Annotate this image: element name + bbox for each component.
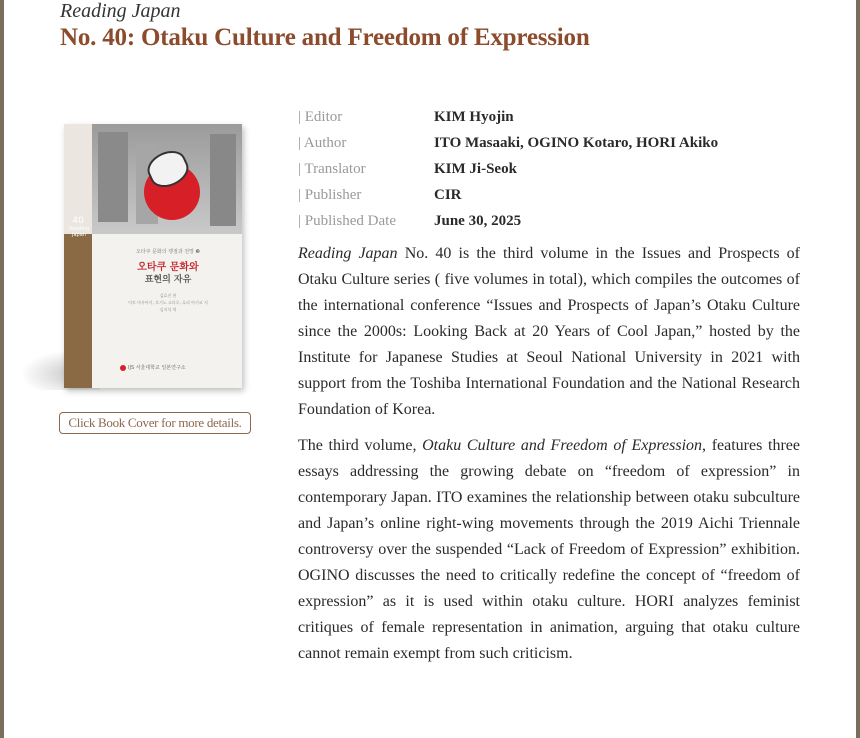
cover-spine-band bbox=[64, 234, 92, 388]
book-cover-image[interactable] bbox=[64, 124, 242, 388]
description-text: No. 40 is the third volume in the Issues and Prospects of Otaku Culture series ( five volumes in total), which compiles the outcomes of the international conference “Issues and Prospects of Japan’s Otaku Culture since the 2000s: Looking Back at 20 Years of Cool Japan,” hosted by the Institute for Japanese Studies at Seoul National University in 2021 with support from the Toshiba International Foundation and the National Research Foundation of Korea. bbox=[298, 245, 801, 418]
meta-row-editor bbox=[298, 103, 718, 129]
cover-title-line1: 오타쿠 문화와 bbox=[137, 262, 199, 273]
meta-row-author bbox=[298, 129, 718, 155]
publisher-logo bbox=[120, 364, 200, 372]
left-border bbox=[0, 0, 4, 738]
cover-series-label: Reading Japan bbox=[68, 226, 90, 238]
meta-value: CIR bbox=[434, 187, 462, 203]
publisher-logo-text: IJS 서울대학교 일본연구소 bbox=[128, 365, 186, 371]
meta-label: | Translator bbox=[298, 161, 366, 177]
book-cover-link[interactable] bbox=[20, 120, 260, 395]
meta-row-publisher bbox=[298, 181, 718, 207]
book-description bbox=[298, 241, 800, 677]
meta-value: KIM Hyojin bbox=[434, 109, 514, 125]
meta-label: | Author bbox=[298, 135, 347, 151]
meta-value: KIM Ji-Seok bbox=[434, 161, 517, 177]
series-name-italic: Reading Japan bbox=[298, 245, 398, 262]
meta-row-published-date bbox=[298, 207, 718, 233]
logo-dot-icon bbox=[120, 365, 126, 371]
description-paragraph-1 bbox=[298, 241, 800, 423]
meta-row-translator bbox=[298, 155, 718, 181]
cover-names: 김효진 편 이토 마사아키, 오기노 고타로, 호리 아키코 저 김지석 역 bbox=[128, 293, 208, 312]
cover-subtitle: 오타쿠 문화의 쟁점과 전망 ❸ bbox=[136, 249, 200, 255]
meta-label: | Editor bbox=[298, 109, 343, 125]
right-border bbox=[856, 0, 860, 738]
cover-title-line2: 표현의 자유 bbox=[144, 275, 192, 285]
series-title: Reading Japan bbox=[60, 0, 181, 22]
meta-value: June 30, 2025 bbox=[434, 213, 522, 229]
page-title: No. 40: Otaku Culture and Freedom of Expression bbox=[60, 24, 590, 51]
description-text: The third volume, bbox=[298, 437, 423, 454]
cover-number: 40 bbox=[72, 216, 84, 226]
meta-label: | Publisher bbox=[298, 187, 362, 203]
meta-value: ITO Masaaki, OGINO Kotaro, HORI Akiko bbox=[434, 135, 719, 151]
description-paragraph-2 bbox=[298, 433, 800, 667]
meta-label: | Published Date bbox=[298, 213, 396, 229]
book-details-button[interactable]: Click Book Cover for more details. bbox=[59, 412, 251, 434]
book-title-italic: Otaku Culture and Freedom of Expression bbox=[422, 437, 703, 454]
description-text: , features three essays addressing the growing debate on “freedom of expression” in contemporary Japan. ITO examines the relationship between otaku subculture and Japan’s online right-wing movements through the 2019 Aichi Triennale controversy over the suspended “Lack of Freedom of Expression” exhibition. OGINO discusses the need to critically redefine the concept of “freedom of expression” as it is used within otaku culture. HORI analyzes feminist critiques of female representation in animation, arguing that otaku culture cannot remain exempt from such criticism. bbox=[298, 437, 800, 662]
book-metadata bbox=[298, 103, 718, 233]
